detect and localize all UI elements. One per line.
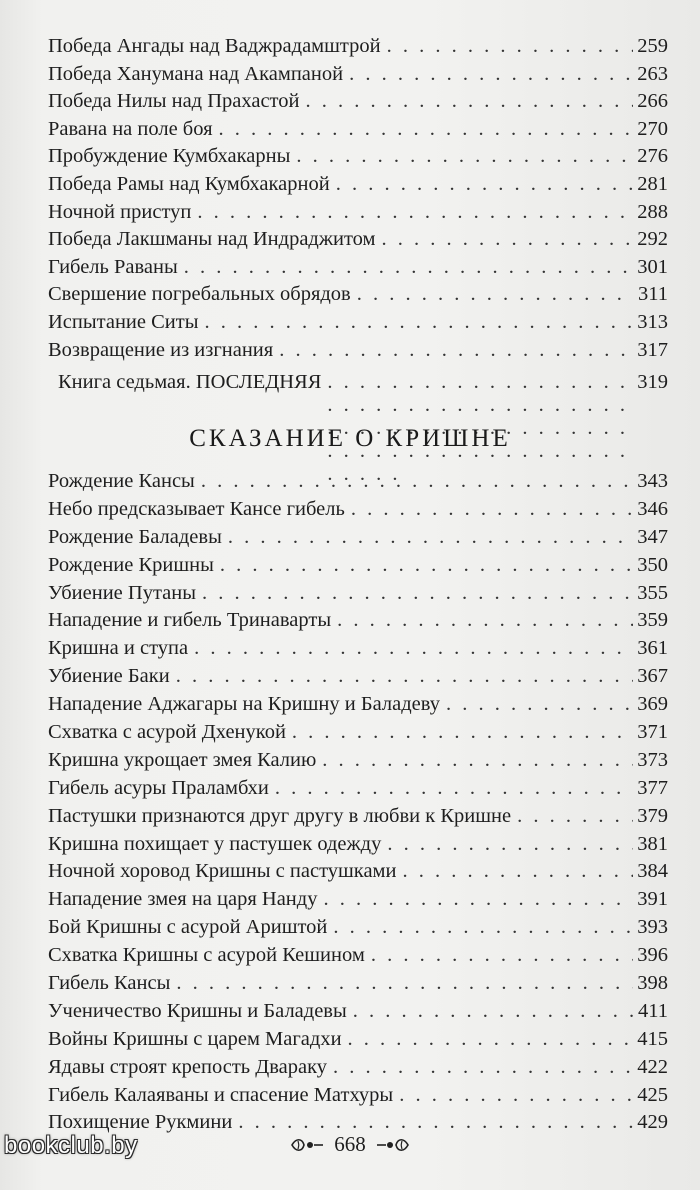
toc-entry-page: 301 — [637, 255, 668, 278]
dot-leader — [333, 1054, 633, 1082]
toc-entry[interactable] — [48, 803, 668, 831]
toc-entry-page: 398 — [637, 972, 668, 995]
toc-entry[interactable] — [48, 775, 668, 803]
toc-entry-title: Свершение погребальных обрядов — [48, 283, 351, 306]
toc-entry-page: 361 — [637, 637, 668, 660]
toc-entry-title: Кришна и ступа — [48, 637, 189, 660]
ornament-right-icon — [376, 1134, 410, 1156]
dot-leader — [228, 524, 633, 552]
dot-leader — [402, 858, 633, 886]
dot-leader — [353, 998, 634, 1026]
dot-leader — [387, 831, 633, 859]
toc-entry[interactable] — [48, 309, 668, 337]
toc-entry-title: Победа Лакшманы над Индраджитом — [48, 228, 376, 251]
toc-entry-title: Книга седьмая. ПОСЛЕДНЯЯ — [58, 371, 322, 393]
toc-entry-title: Убиение Баки — [48, 665, 170, 688]
toc-entry-page: 369 — [637, 693, 668, 716]
toc-entry-page: 292 — [637, 228, 668, 251]
dot-leader — [219, 116, 634, 144]
dot-leader — [371, 942, 633, 970]
dot-leader — [292, 719, 633, 747]
toc-entry-page: 355 — [637, 581, 668, 604]
toc-entry-title: Гибель Калаяваны и спасение Матхуры — [48, 1083, 394, 1106]
toc-entry-page: 317 — [637, 338, 668, 361]
toc-entry-page: 347 — [637, 525, 668, 548]
toc-entry-title: Ночной хоровод Кришны с пастушками — [48, 860, 397, 883]
page-number: 668 — [334, 1132, 366, 1156]
toc-entry-title: Схватка с асурой Дхенукой — [48, 721, 286, 744]
toc-entry[interactable] — [48, 1054, 668, 1082]
dot-leader — [176, 663, 634, 691]
toc-entry[interactable] — [48, 691, 668, 719]
toc-entry[interactable] — [48, 88, 668, 116]
toc-entry-page: 396 — [637, 944, 668, 967]
dot-leader — [517, 803, 633, 831]
toc-entry[interactable] — [48, 607, 668, 635]
toc-entry-page: 367 — [637, 665, 668, 688]
toc-entry-title: Кришна укрощает змея Калию — [48, 748, 317, 771]
toc-entry-page: 343 — [637, 470, 668, 492]
toc-entry-title: Равана на поле боя — [48, 117, 213, 140]
toc-entry-title: Гибель Кансы — [48, 972, 171, 995]
toc-entry-page: 422 — [637, 1055, 668, 1078]
toc-entry[interactable] — [48, 61, 668, 89]
dot-leader — [205, 309, 634, 337]
toc-list-ramayana — [48, 33, 668, 364]
toc-entry-title: Пастушки признаются друг другу в любви к Кришне — [48, 804, 512, 827]
toc-entry[interactable] — [48, 1026, 668, 1054]
toc-entry-page: 259 — [637, 35, 668, 57]
toc-entry-page: 411 — [638, 999, 668, 1022]
toc-entry[interactable] — [48, 199, 668, 227]
toc-entry-page: 319 — [637, 371, 668, 393]
toc-entry[interactable] — [48, 580, 668, 608]
toc-entry-title: Кришна похищает у пастушек одежду — [48, 832, 382, 855]
dot-leader — [348, 1026, 634, 1054]
toc-entry[interactable] — [48, 33, 668, 61]
toc-entry-title: Убиение Путаны — [48, 581, 196, 604]
dot-leader — [296, 143, 633, 171]
toc-entry-title: Возвращение из изгнания — [48, 338, 274, 361]
dot-leader — [220, 552, 633, 580]
toc-entry-title: Схватка Кришны с асурой Кешином — [48, 944, 365, 967]
dot-leader — [176, 970, 633, 998]
dot-leader — [279, 337, 633, 365]
section-heading: СКАЗАНИЕ О КРИШНЕ — [189, 425, 511, 452]
toc-entry[interactable] — [48, 496, 668, 524]
toc-entry[interactable] — [48, 747, 668, 775]
toc-entry-page: 346 — [637, 497, 668, 520]
ornament-left-icon — [290, 1134, 324, 1156]
dot-leader — [184, 254, 633, 282]
toc-entry[interactable] — [48, 914, 668, 942]
toc-entry-title: Победа Нилы над Прахастой — [48, 90, 300, 113]
toc-entry[interactable] — [48, 998, 668, 1026]
toc-entry-title: Ядавы строят крепость Двараку — [48, 1055, 328, 1078]
toc-entry[interactable] — [48, 635, 668, 663]
toc-entry-title: Войны Кришны с царем Магадхи — [48, 1027, 342, 1050]
toc-entry-page: 270 — [637, 117, 668, 140]
toc-entry[interactable] — [48, 281, 668, 309]
toc-entry-title: Нападение змея на царя Нанду — [48, 888, 318, 911]
dot-leader — [382, 226, 634, 254]
toc-entry[interactable] — [48, 1082, 668, 1110]
toc-entry-title: Ночной приступ — [48, 200, 192, 223]
dot-leader — [201, 468, 633, 496]
toc-entry-title: Рождение Баладевы — [48, 525, 222, 548]
toc-entry-title: Бой Кришны с асурой Ариштой — [48, 916, 328, 939]
toc-entry-title: Рождение Кансы — [48, 470, 195, 492]
dot-leader — [399, 1082, 633, 1110]
toc-entry-page: 281 — [637, 172, 668, 195]
toc-entry-page: 288 — [637, 200, 668, 223]
dot-leader — [323, 886, 633, 914]
dot-leader — [337, 607, 633, 635]
toc-entry-title: Ученичество Кришны и Баладевы — [48, 999, 347, 1022]
toc-entry[interactable] — [48, 226, 668, 254]
toc-entry-page: 384 — [637, 860, 668, 883]
toc-entry-title: Нападение и гибель Тринаварты — [48, 609, 332, 632]
watermark-text: bookclub.by — [4, 1132, 138, 1159]
dot-leader — [305, 88, 633, 116]
toc-entry-title: Рождение Кришны — [48, 553, 214, 576]
toc-entry-page: 276 — [637, 145, 668, 168]
toc-entry[interactable] — [48, 254, 668, 282]
toc-entry-title: Небо предсказывает Кансе гибель — [48, 497, 345, 520]
toc-entry-page: 313 — [637, 310, 668, 333]
toc-entry[interactable] — [48, 942, 668, 970]
toc-entry-title: Победа Рамы над Кумбхакарной — [48, 172, 330, 195]
toc-entry-page: 379 — [637, 804, 668, 827]
dot-leader — [351, 496, 633, 524]
toc-entry-title: Победа Ханумана над Акампаной — [48, 62, 344, 85]
dot-leader — [349, 61, 633, 89]
dot-leader — [357, 281, 634, 309]
toc-entry-page: 429 — [637, 1111, 668, 1134]
dot-leader — [336, 171, 634, 199]
toc-entry-title: Победа Ангады над Ваджрадамштрой — [48, 35, 381, 57]
toc-entry[interactable] — [48, 524, 668, 552]
toc-list-krishna — [48, 468, 668, 1137]
toc-entry-title: Похищение Рукмини — [48, 1111, 233, 1134]
toc-entry[interactable] — [48, 719, 668, 747]
toc-entry[interactable] — [48, 552, 668, 580]
toc-entry-page: 266 — [637, 90, 668, 113]
toc-entry-title: Испытание Ситы — [48, 310, 199, 333]
toc-entry-page: 415 — [637, 1027, 668, 1050]
toc-entry[interactable] — [48, 970, 668, 998]
toc-entry[interactable] — [48, 468, 668, 496]
toc-entry-title: Нападение Аджагары на Кришну и Баладеву — [48, 693, 441, 716]
dot-leader — [322, 747, 633, 775]
toc-entry-title: Пробуждение Кумбхакарны — [48, 145, 291, 168]
toc-entry-page: 391 — [637, 888, 668, 911]
toc-entry-page: 373 — [637, 748, 668, 771]
dot-leader — [446, 691, 633, 719]
toc-entry-page: 393 — [637, 916, 668, 939]
dot-leader — [197, 199, 633, 227]
toc-entry-page: 381 — [637, 832, 668, 855]
toc-entry-page: 371 — [637, 721, 668, 744]
dot-leader — [333, 914, 633, 942]
toc-entry-page: 263 — [637, 62, 668, 85]
dot-leader — [387, 33, 634, 61]
toc-entry-page: 359 — [637, 609, 668, 632]
dot-leader — [202, 580, 633, 608]
toc-entry[interactable] — [48, 337, 668, 365]
toc-entry-page: 377 — [637, 776, 668, 799]
toc-entry[interactable] — [48, 171, 668, 199]
toc-entry[interactable] — [48, 663, 668, 691]
toc-entry[interactable] — [48, 116, 668, 144]
toc-entry[interactable] — [48, 831, 668, 859]
toc-entry-page: 350 — [637, 553, 668, 576]
dot-leader — [194, 635, 633, 663]
dot-leader — [275, 775, 633, 803]
toc-entry-title: Гибель Раваны — [48, 255, 178, 278]
toc-entry[interactable] — [48, 143, 668, 171]
toc-entry-page: 425 — [637, 1083, 668, 1106]
toc-entry[interactable] — [48, 858, 668, 886]
toc-entry-page: 311 — [638, 283, 668, 306]
toc-entry-title: Гибель асуры Праламбхи — [48, 776, 269, 799]
toc-entry[interactable] — [48, 886, 668, 914]
